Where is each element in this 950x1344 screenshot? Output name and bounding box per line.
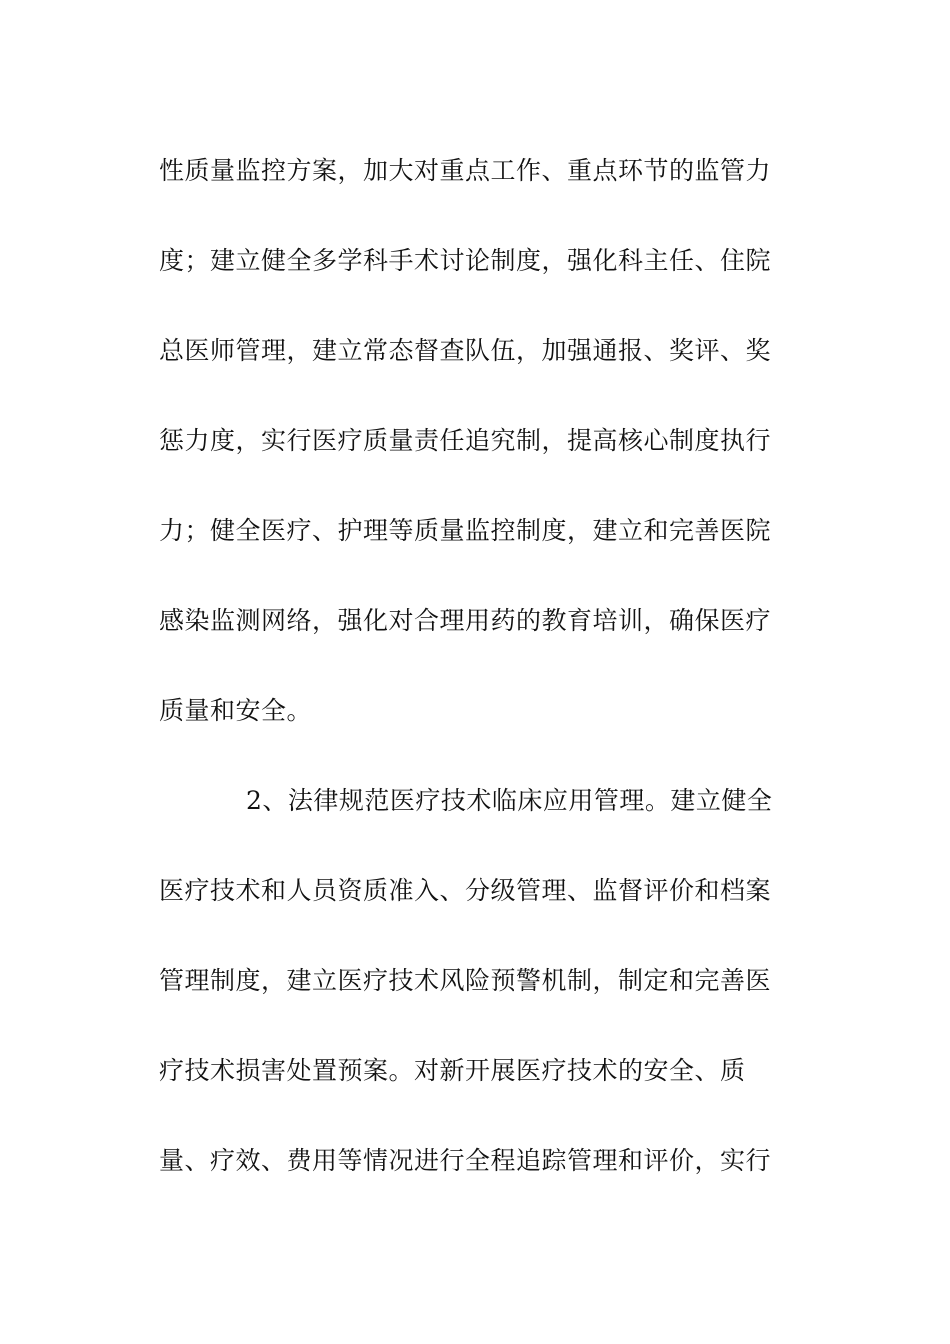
paragraph-line: 力；健全医疗、护理等质量监控制度，建立和完善医院: [159, 516, 772, 545]
paragraph-line: 管理制度，建立医疗技术风险预警机制，制定和完善医: [159, 966, 772, 995]
paragraph-line: 度；建立健全多学科手术讨论制度，强化科主任、住院: [159, 246, 772, 275]
paragraph-line: 医疗技术和人员资质准入、分级管理、监督评价和档案: [159, 876, 772, 905]
paragraph-line: 疗技术损害处置预案。对新开展医疗技术的安全、质: [159, 1056, 746, 1085]
paragraph-line: 总医师管理，建立常态督查队伍，加强通报、奖评、奖: [159, 336, 772, 365]
paragraph-line: 感染监测网络，强化对合理用药的教育培训，确保医疗: [159, 606, 772, 635]
paragraph-line: 质量和安全。: [159, 696, 313, 725]
paragraph-line: 量、疗效、费用等情况进行全程追踪管理和评价，实行: [159, 1146, 772, 1175]
section-heading-line: 2、法律规范医疗技术临床应用管理。建立健全: [246, 786, 773, 815]
paragraph-line: 惩力度，实行医疗质量责任追究制，提高核心制度执行: [159, 426, 772, 455]
paragraph-line: 性质量监控方案，加大对重点工作、重点环节的监管力: [159, 156, 772, 185]
